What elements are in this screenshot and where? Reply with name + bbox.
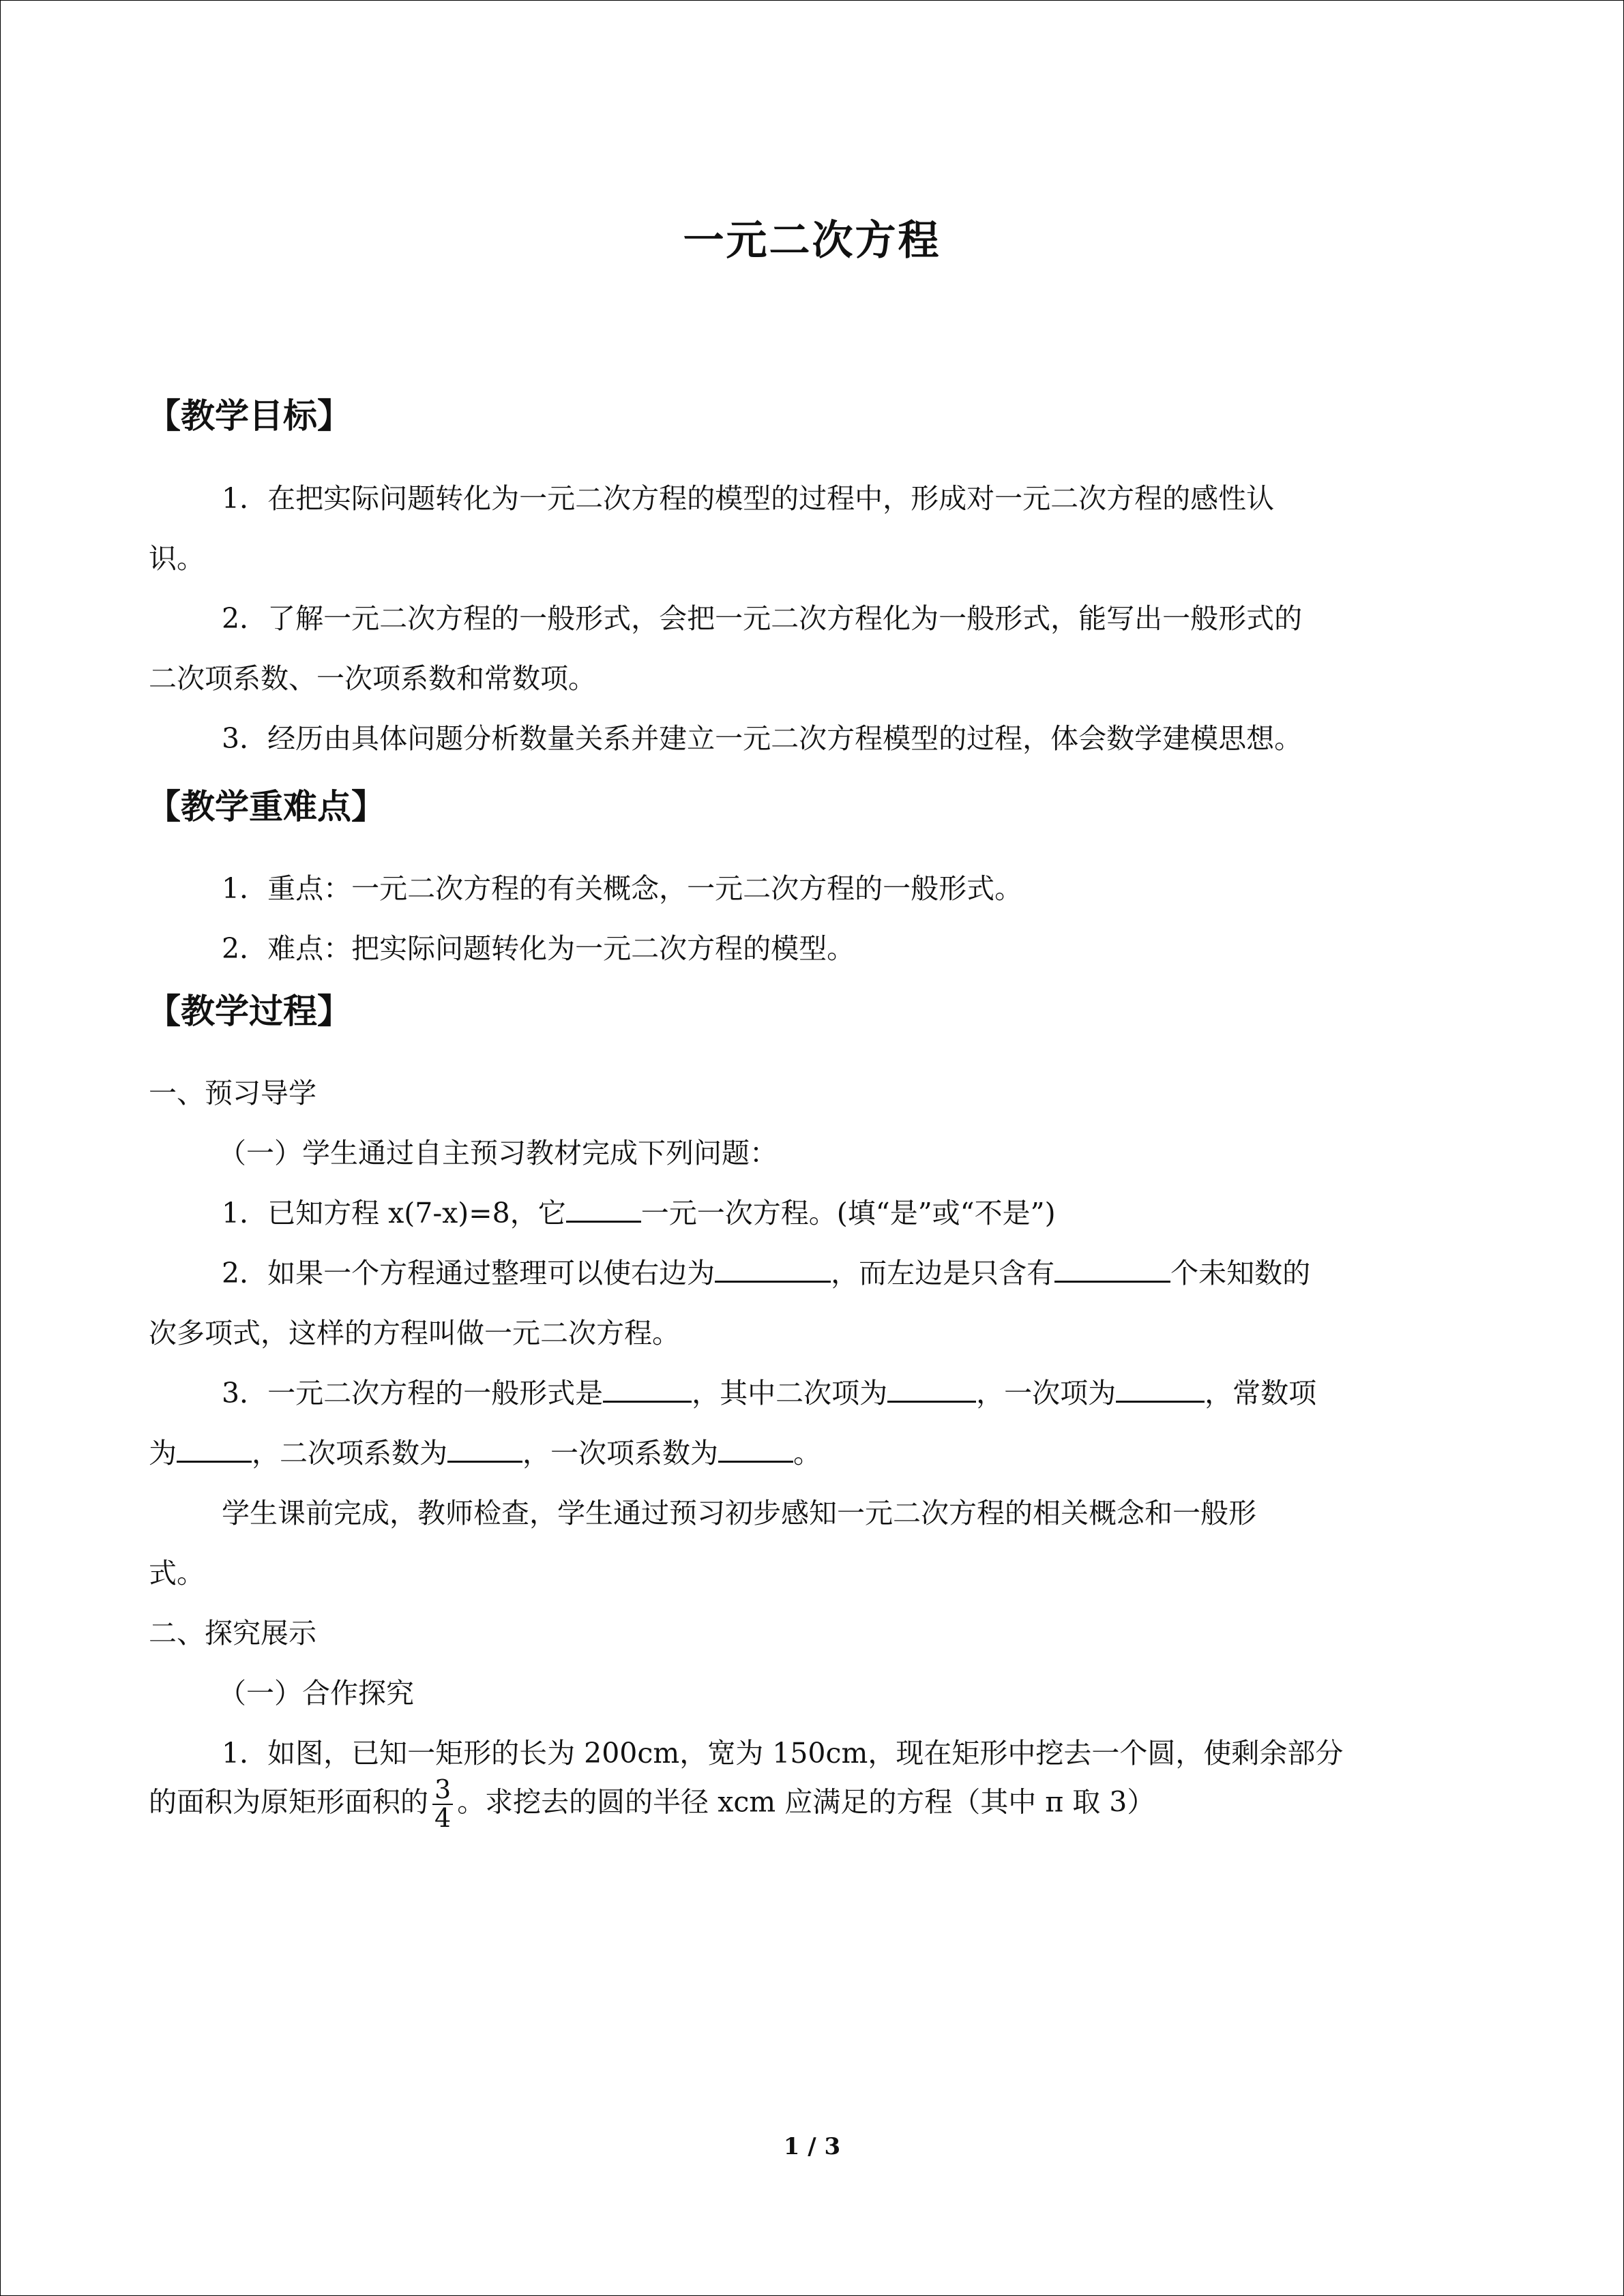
question-3-blank-constant[interactable]: [177, 1461, 252, 1463]
question-3-line-2: [149, 1431, 821, 1471]
question-3-text-b: ，其中二次项为: [692, 1377, 888, 1410]
goal-item-3: 3．经历由具体问题分析数量关系并建立一元二次方程模型的过程，体会数学建模思想。: [222, 722, 1303, 755]
section-heading-process: 【教学过程】: [147, 992, 351, 1031]
section-heading-goals: 【教学目标】: [147, 396, 351, 436]
document-title: 一元二次方程: [683, 217, 941, 265]
part1-subtitle: （一）学生通过自主预习教材完成下列问题：: [218, 1137, 778, 1169]
question-3-blank-quadratic-coef[interactable]: [447, 1461, 522, 1463]
question-1-text-b: 一元一次方程。(填“是”或“不是”): [640, 1197, 1056, 1229]
note-line-1: 学生课前完成，教师检查，学生通过预习初步感知一元二次方程的相关概念和一般形: [222, 1497, 1256, 1530]
problem-1-text-b: 。求挖去的圆的半径 xcm 应满足的方程（其中 π 取 3）: [457, 1785, 1155, 1819]
question-3-line2-text-a: 为: [149, 1437, 177, 1470]
part2-title: 二、探究展示: [149, 1617, 316, 1650]
question-2-blank-1[interactable]: [715, 1281, 831, 1283]
question-3-line-1: [222, 1371, 1316, 1411]
problem-1-line-1: 1．如图，已知一矩形的长为 200cm，宽为 150cm，现在矩形中挖去一个圆，使剩余部分: [222, 1737, 1344, 1770]
question-2-text-c: 个未知数的: [1170, 1257, 1311, 1289]
question-2-text-b: ，而左边是只含有: [831, 1257, 1055, 1289]
section-heading-key-points: 【教学重难点】: [147, 787, 385, 826]
fraction-denominator: 4: [434, 1802, 452, 1833]
problem-1-text-a: 的面积为原矩形面积的: [149, 1785, 428, 1819]
key-point-2: 2．难点：把实际问题转化为一元二次方程的模型。: [222, 932, 855, 965]
goal-item-2-line-1: 2．了解一元二次方程的一般形式，会把一元二次方程化为一般形式，能写出一般形式的: [222, 602, 1303, 635]
question-3-blank-linear-coef[interactable]: [718, 1461, 793, 1463]
question-2-line-2: 次多项式，这样的方程叫做一元二次方程。: [149, 1317, 680, 1350]
part2-subtitle: （一）合作探究: [218, 1677, 414, 1710]
question-3-text-a: 3．一元二次方程的一般形式是: [222, 1377, 604, 1410]
fraction-three-quarters: [432, 1776, 453, 1832]
fraction-numerator: 3: [432, 1776, 453, 1805]
question-3-line2-text-c: ，一次项系数为: [522, 1437, 718, 1470]
note-line-2: 式。: [149, 1557, 205, 1590]
question-1: [222, 1191, 1056, 1231]
goal-item-1-line-2: 识。: [149, 542, 205, 575]
question-1-text-a: 1．已知方程 x(7-x)=8，它: [222, 1197, 566, 1229]
question-3-blank-quadratic-term[interactable]: [887, 1401, 976, 1403]
goal-item-1-line-1: 1．在把实际问题转化为一元二次方程的模型的过程中，形成对一元二次方程的感性认: [222, 482, 1275, 515]
question-2-text-a: 2．如果一个方程通过整理可以使右边为: [222, 1257, 715, 1289]
question-3-text-d: ，常数项: [1205, 1377, 1317, 1410]
question-1-blank[interactable]: [566, 1221, 641, 1223]
page-number: 1 / 3: [783, 2133, 841, 2160]
question-2-line-1: [222, 1251, 1310, 1291]
part1-title: 一、预习导学: [149, 1077, 316, 1109]
question-2-blank-2[interactable]: [1054, 1281, 1170, 1283]
question-3-blank-general-form[interactable]: [603, 1401, 692, 1403]
question-3-blank-linear-term[interactable]: [1116, 1401, 1205, 1403]
problem-1-line-2: [149, 1776, 1155, 1832]
key-point-1: 1．重点：一元二次方程的有关概念，一元二次方程的一般形式。: [222, 872, 1023, 905]
question-3-line2-text-d: 。: [793, 1437, 821, 1470]
question-3-text-c: ，一次项为: [976, 1377, 1117, 1410]
question-3-line2-text-b: ，二次项系数为: [252, 1437, 447, 1470]
goal-item-2-line-2: 二次项系数、一次项系数和常数项。: [149, 662, 596, 695]
